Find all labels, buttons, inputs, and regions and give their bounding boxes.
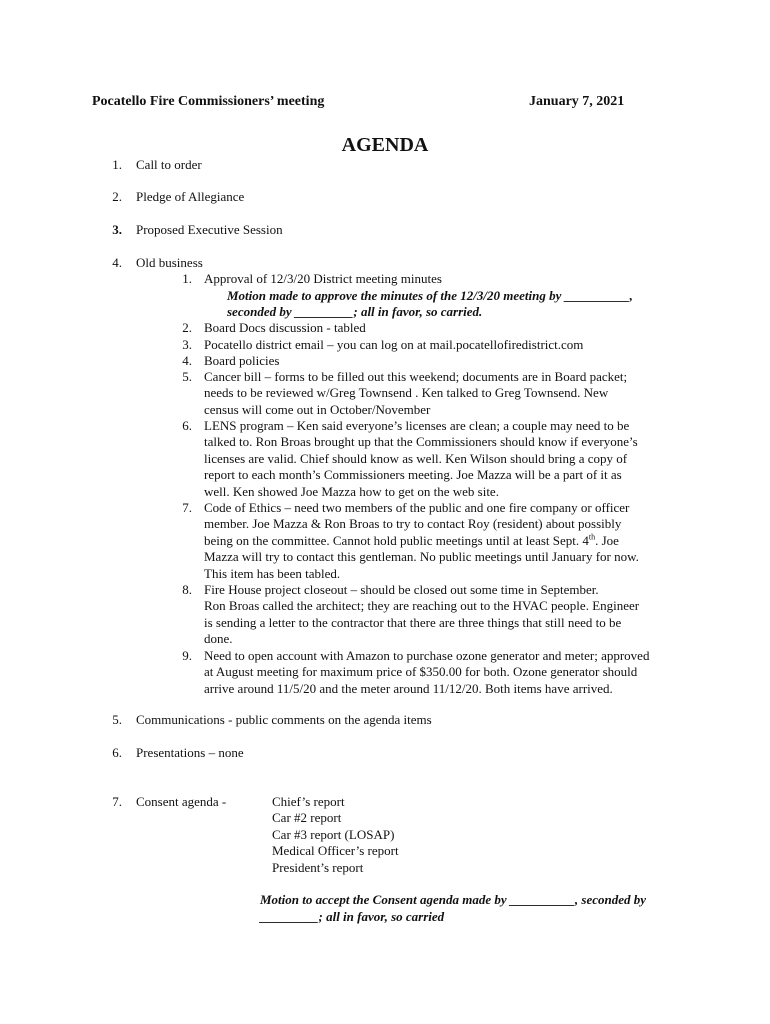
- text-line: Ron Broas called the architect; they are reaching out to the HVAC people. Engineer: [204, 598, 640, 614]
- text-line: Cancer bill – forms to be filled out this weekend; documents are in Board packet;: [204, 369, 628, 384]
- text-line: Code of Ethics – need two members of the public and one fire company or officer: [204, 500, 630, 515]
- text-line: needs to be reviewed w/Greg Townsend . Ken talked to Greg Townsend. New: [204, 385, 609, 401]
- text-line: report to each month’s Commissioners meeting. Joe Mazza will be a part of it as: [204, 467, 622, 483]
- meeting-title: Pocatello Fire Commissioners’ meeting: [92, 94, 325, 109]
- subitem-number: 8.: [182, 582, 192, 597]
- motion-line: seconded by _________; all in favor, so carried.: [227, 304, 483, 319]
- consent-motion-line: Motion to accept the Consent agenda made by __________, seconded by: [260, 892, 647, 907]
- subitem-board-policies: Board policies: [204, 353, 280, 368]
- subitem-number: 3.: [182, 337, 192, 352]
- item-number: 2.: [112, 189, 122, 204]
- consent-report-list: [272, 794, 399, 876]
- agenda-item-consent: Consent agenda -: [136, 794, 227, 809]
- text-line: Fire House project closeout – should be closed out some time in September.: [204, 582, 599, 597]
- subitem-number: 5.: [182, 369, 192, 384]
- item-number: 3.: [112, 222, 122, 237]
- subitem-cancer-bill: [204, 369, 627, 418]
- subitem-lens-program: [204, 418, 638, 500]
- motion-line: Motion made to approve the minutes of the 12/3/20 meeting by __________,: [227, 288, 633, 303]
- text-line: LENS program – Ken said everyone’s licenses are clean; a couple may need to be: [204, 418, 630, 433]
- report-item-medical-officer: Medical Officer’s report: [272, 843, 399, 859]
- text-line: Mazza will try to contact this gentleman. No public meetings until January for now.: [204, 549, 639, 565]
- subitem-district-email: Pocatello district email – you can log on at mail.pocatellofiredistrict.com: [204, 337, 584, 352]
- report-item-chief: Chief’s report: [272, 794, 345, 809]
- text-line: member. Joe Mazza & Ron Broas to try to contact Roy (resident) about possibly: [204, 516, 622, 532]
- subitem-number: 7.: [182, 500, 192, 515]
- subitem-number: 4.: [182, 353, 192, 368]
- subitem-number: 9.: [182, 648, 192, 663]
- subitem-number: 2.: [182, 320, 192, 335]
- item-number: 5.: [112, 712, 122, 727]
- text-line: done.: [204, 631, 233, 647]
- agenda-item-call-to-order: Call to order: [136, 157, 202, 172]
- text-line: This item has been tabled.: [204, 565, 341, 581]
- agenda-item-executive-session: Proposed Executive Session: [136, 222, 283, 237]
- text-line: licenses are valid. Chief should know as well. Ken Wilson should bring a copy of: [204, 450, 628, 466]
- text-fragment: . Joe: [595, 532, 619, 548]
- text-line: well. Ken showed Joe Mazza how to get on the web site.: [204, 483, 499, 499]
- agenda-item-old-business: Old business: [136, 255, 203, 270]
- subitem-number: 6.: [182, 418, 192, 433]
- agenda-heading: AGENDA: [341, 134, 429, 156]
- subitem-code-of-ethics: [204, 500, 639, 582]
- item-number: 6.: [112, 745, 122, 760]
- text-line: at August meeting for maximum price of $350.00 for both. Ozone generator should: [204, 664, 638, 680]
- subitem-fire-house-closeout: [204, 582, 639, 648]
- subitem-number: 1.: [182, 271, 192, 286]
- report-item-car2: Car #2 report: [272, 810, 342, 826]
- text-line: [204, 533, 639, 549]
- report-item-president: President’s report: [272, 859, 364, 875]
- item-number: 1.: [112, 157, 122, 172]
- consent-motion-line: _________; all in favor, so carried: [260, 909, 445, 924]
- agenda-item-pledge: Pledge of Allegiance: [136, 189, 245, 204]
- subitem-amazon-account: [204, 648, 649, 697]
- item-number: 7.: [112, 794, 122, 809]
- text-line: census will come out in October/November: [204, 401, 431, 417]
- text-line: is sending a letter to the contractor that there are three things that still need to be: [204, 614, 622, 630]
- report-item-car3: Car #3 report (LOSAP): [272, 826, 395, 842]
- meeting-date: January 7, 2021: [529, 94, 625, 109]
- text-line: Need to open account with Amazon to purchase ozone generator and meter; approved: [204, 648, 650, 663]
- subitem-board-docs: Board Docs discussion - tabled: [204, 320, 366, 335]
- superscript: th: [588, 532, 596, 542]
- subitem-minutes-approval: Approval of 12/3/20 District meeting minutes: [204, 271, 442, 286]
- item-number: 4.: [112, 255, 122, 270]
- agenda-item-communications: Communications - public comments on the agenda items: [136, 712, 432, 727]
- text-line: arrive around 11/5/20 and the meter around 11/12/20. Both items have arrived.: [204, 680, 613, 696]
- text-line: talked to. Ron Broas brought up that the Commissioners should know if everyone’s: [204, 434, 638, 450]
- text-fragment: being on the committee. Cannot hold public meetings until at least Sept. 4: [204, 532, 589, 548]
- agenda-item-presentations: Presentations – none: [136, 745, 244, 760]
